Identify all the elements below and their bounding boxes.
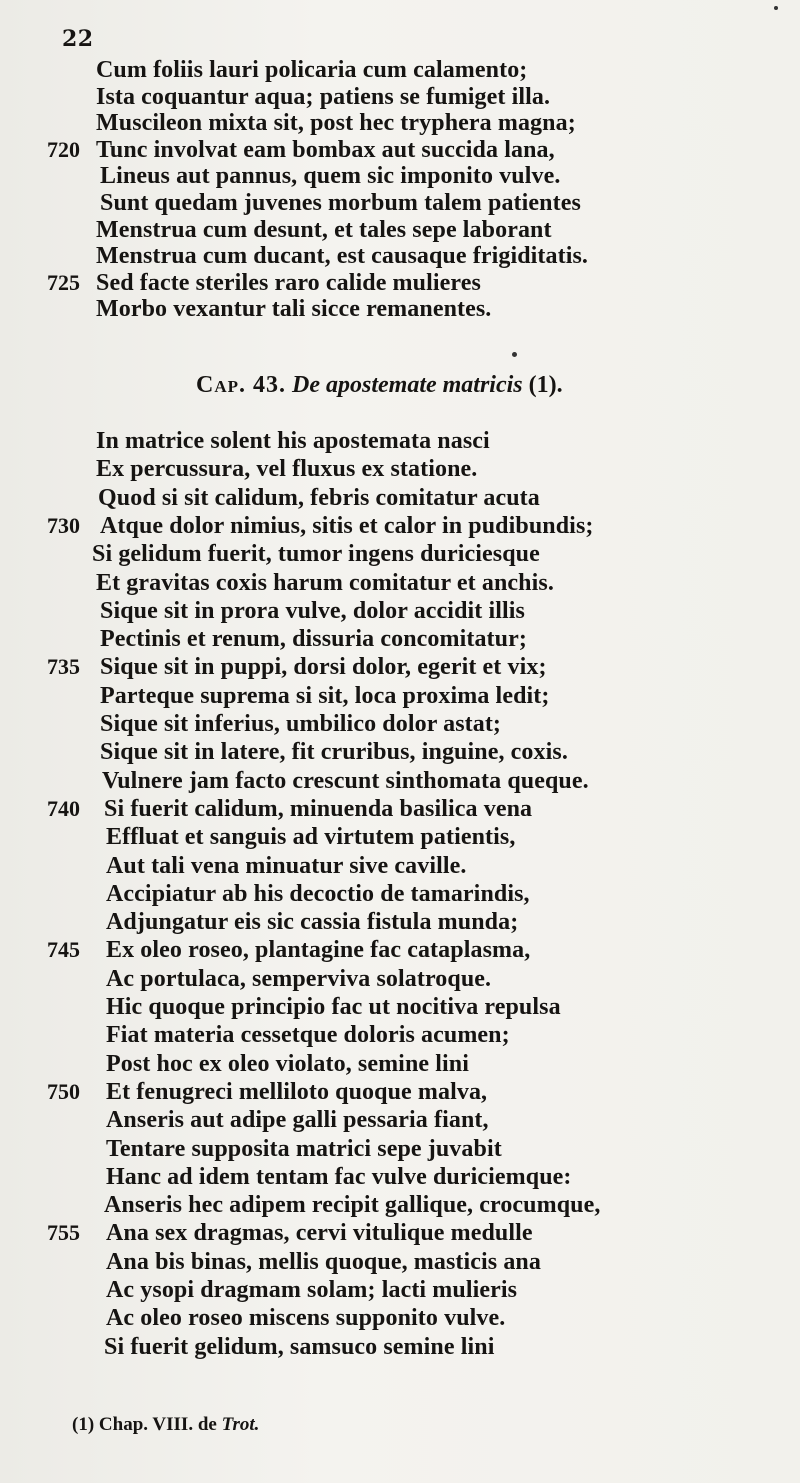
verse-line: Hanc ad idem tentam fac vulve duriciemque: — [106, 1163, 572, 1190]
verse-line: Si fuerit calidum, minuenda basilica vena — [104, 795, 533, 822]
verse-line: Fiat materia cessetque doloris acumen; — [106, 1022, 510, 1049]
line-number: 740 — [47, 795, 80, 821]
chapter-title: De apostemate matricis — [292, 372, 523, 398]
verse-line: Ac oleo roseo miscens supponito vulve. — [106, 1305, 506, 1332]
verse-line: Et gravitas coxis harum comitatur et anchis. — [96, 569, 554, 596]
verse-line: Menstrua cum desunt, et tales sepe laborant — [96, 216, 552, 243]
verse-line: Si fuerit gelidum, samsuco semine lini — [104, 1333, 495, 1360]
verse-line: Ex oleo roseo, plantagine fac cataplasma, — [106, 937, 531, 964]
line-number: 730 — [47, 512, 80, 538]
verse-line: Cum foliis lauri policaria cum calamento; — [96, 57, 528, 83]
chapter-label: Cap. 43. — [196, 372, 286, 398]
verse-line: Ac portulaca, semperviva solatroque. — [106, 965, 492, 992]
chapter-note-ref: (1). — [528, 372, 563, 398]
verse-line: Tunc involvat eam bombax aut succida lana, — [96, 136, 555, 163]
verse-line: Quod si sit calidum, febris comitatur acuta — [98, 484, 540, 511]
verse-line: Morbo vexantur tali sicce remanentes. — [96, 296, 492, 323]
footnote — [72, 1414, 259, 1436]
verse-line: Ac ysopi dragmam solam; lacti mulieris — [106, 1277, 518, 1303]
verse-line: Atque dolor nimius, sitis et calor in pudibundis; — [100, 512, 594, 539]
verse-line: Aut tali vena minuatur sive caville. — [106, 852, 467, 879]
verse-line: Effluat et sanguis ad virtutem patientis, — [106, 824, 516, 851]
verse-line: Sique sit in latere, fit cruribus, inguine, coxis. — [100, 739, 568, 766]
verse-line: Vulnere jam facto crescunt sinthomata queque. — [102, 767, 589, 794]
verse-line: Lineus aut pannus, quem sic imponito vulve. — [100, 163, 561, 190]
verse-line: Ista coquantur aqua; patiens se fumiget illa. — [96, 83, 551, 110]
verse-line: Parteque suprema si sit, loca proxima ledit; — [100, 682, 550, 709]
verse-line: Sunt quedam juvenes morbum talem patientes — [100, 190, 581, 216]
footnote-marker: (1) — [72, 1414, 95, 1435]
verse-line: In matrice solent his apostemata nasci — [96, 428, 490, 454]
ink-speck — [512, 352, 517, 357]
verse-line: Ana bis binas, mellis quoque, masticis ana — [106, 1248, 541, 1275]
verse-line: Sique sit in puppi, dorsi dolor, egerit et vix; — [100, 654, 547, 681]
page-number: 22 — [62, 26, 94, 52]
footnote-source: Trot. — [221, 1414, 260, 1435]
chapter-heading — [196, 372, 563, 399]
verse-line: Et fenugreci melliloto quoque malva, — [106, 1078, 488, 1105]
verse-line: Adjungatur eis sic cassia fistula munda; — [106, 909, 519, 936]
line-number: 725 — [47, 269, 80, 295]
verse-line: Accipiatur ab his decoctio de tamarindis, — [106, 880, 530, 907]
line-number: 750 — [47, 1078, 80, 1104]
verse-line: Menstrua cum ducant, est causaque frigiditatis. — [96, 243, 589, 270]
verse-line: Hic quoque principio fac ut nocitiva repulsa — [106, 994, 561, 1020]
ink-speck — [774, 6, 778, 10]
line-number: 745 — [47, 937, 80, 963]
verse-line: Sique sit inferius, umbilico dolor astat; — [100, 711, 502, 737]
line-number: 735 — [47, 654, 80, 680]
verse-line: Muscileon mixta sit, post hec tryphera magna; — [96, 110, 576, 137]
footnote-text: Chap. VIII. de — [98, 1414, 217, 1435]
verse-line: Ex percussura, vel fluxus ex statione. — [96, 456, 478, 483]
verse-line: Pectinis et renum, dissuria concomitatur; — [100, 626, 527, 653]
verse-line: Tentare supposita matrici sepe juvabit — [106, 1135, 502, 1162]
verse-line: Sed facte steriles raro calide mulieres — [96, 269, 481, 296]
verse-line: Anseris hec adipem recipit gallique, crocumque, — [104, 1192, 601, 1219]
verse-line: Sique sit in prora vulve, dolor accidit illis — [100, 597, 525, 624]
line-number: 755 — [47, 1220, 80, 1246]
verse-line: Anseris aut adipe galli pessaria fiant, — [106, 1107, 489, 1134]
verse-line: Ana sex dragmas, cervi vitulique medulle — [106, 1220, 533, 1247]
verse-line: Si gelidum fuerit, tumor ingens duriciesque — [92, 541, 540, 568]
line-number: 720 — [47, 136, 80, 162]
verse-line: Post hoc ex oleo violato, semine lini — [106, 1050, 469, 1077]
